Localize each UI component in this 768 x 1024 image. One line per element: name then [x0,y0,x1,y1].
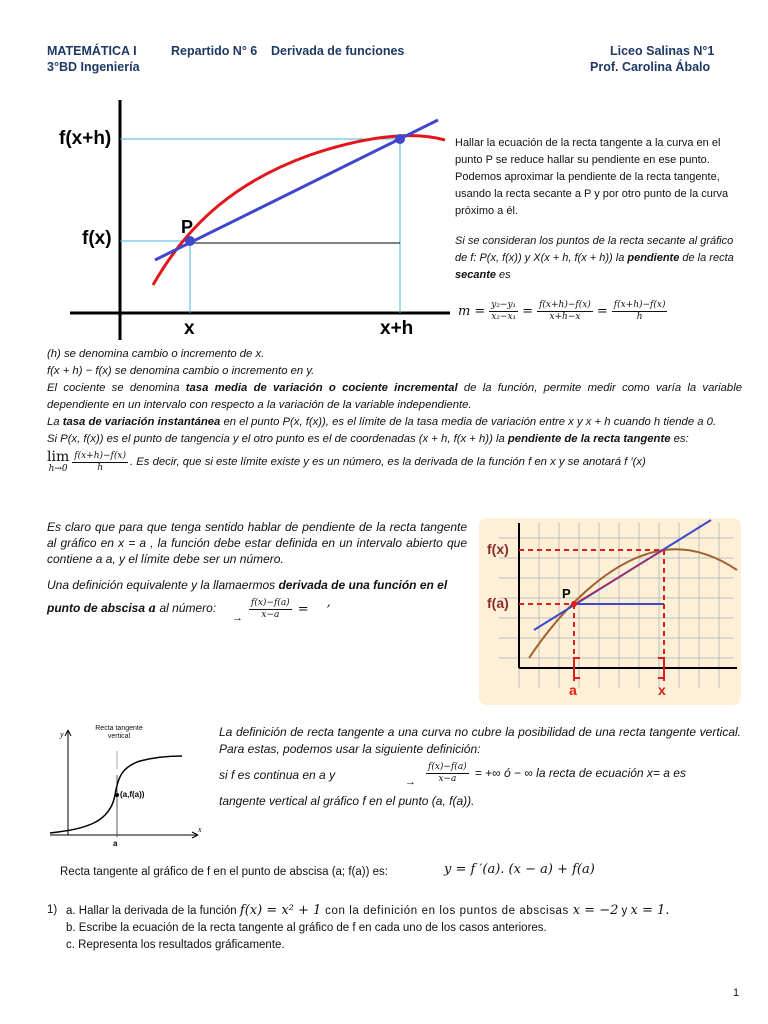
graph3-label-a: a [113,839,118,848]
graph3-callout [95,725,143,757]
graph3-label-x: x [198,825,202,834]
def-pend-bold: pendiente de la recta tangente [507,433,671,445]
exercise-a-y: y [618,905,631,917]
frac3-den: h [636,312,643,322]
sec2-num: f(x)−f(a) [251,597,290,608]
graph2-label-p: P [562,586,571,601]
lim-den: h [97,462,103,473]
course-title: MATEMÁTICA I [47,44,137,58]
sec3-frac [426,762,469,785]
limit-frac [72,451,128,474]
def-inst-text: La [47,416,63,428]
frac1-den: x₂−x₁ [491,312,517,322]
label-fx: f(x) [82,228,112,249]
page-number: 1 [733,987,740,999]
def-inst-bold: tasa de variación instantánea [62,416,221,428]
def-fxh: f(x + h) − f(x) se denomina cambio o incremento en y. [47,365,315,377]
label-fxh: f(x+h) [59,128,112,149]
sec3-formula [405,758,686,788]
sec3-paragraph: La definición de recta tangente a una curva no cubre la posibilidad de una recta tangente vertical. Para estas, podemos usar la siguiente definición: [219,725,741,756]
sec3-arrow: → [405,776,416,788]
sec3-num: f(x)−f(a) [428,761,467,772]
limit-line [47,450,742,474]
limit-operator [47,450,69,474]
slope-frac3 [612,300,668,323]
sec2-eq: = [297,601,309,617]
teacher-name: Prof. Carolina Ábalo [590,60,711,74]
graph3-label-y: y [60,730,64,739]
label-p: P [181,217,194,237]
def-inst-text2: en el punto P(x, f(x)), es el límite de la tasa media de variación entre x y x + h cuando h tiende a 0. [220,416,717,428]
sec3-if: si f es continua en a y [219,768,336,782]
sec2-bold: derivada de una función en el punto de abscisa [47,578,448,615]
sec2-comma: , [326,594,331,610]
exercise-a-function: f(x) = x² + 1 [239,903,322,918]
sheet-topic: Derivada de funciones [271,44,405,58]
sec2-paragraph: Es claro que para que tenga sentido hablar de pendiente de la recta tangente al gráfico en x = a , la función debe estar definida en un intervalo abierto que contiene a a, y el límite debe ser un número. [47,520,467,566]
exercise-a-x1: x = −2 [572,903,619,918]
intro-secant-text: Si se consideran los puntos de la recta secante al gráfico de f: P(x, f(x)) y X(x + h, f(x + h)) la [455,235,734,264]
lim-sub: h→0 [48,464,68,474]
graph3-label-point: (a,f(a)) [120,790,145,799]
slope-m: m [458,304,471,319]
exercise-c: c. Representa los resultados gráficamente. [66,939,285,951]
graph2-label-fa: f(a) [487,595,509,611]
graph3-point [115,793,119,797]
exercise-a-x2: x = 1. [630,903,670,918]
sec3-infinity: = +∞ ó − ∞ la recta de ecuación x= a es [474,765,686,780]
secant-graph [50,100,450,345]
graph2-label-x: x [658,682,666,698]
frac2-num: f(x+h)−f(x) [539,300,591,310]
def-tasa-bold: tasa media de variación o cociente incremental [185,382,458,394]
slope-frac2 [537,300,593,323]
sec2-frac [249,598,292,621]
intro-secant-paragraph [455,233,741,284]
slope-frac1 [489,300,518,323]
label-xh: x+h [380,318,414,339]
sec2-formula [232,594,331,624]
point-x [395,134,405,144]
vertical-tangent-graph [40,725,205,850]
def-tasa-text: El cociente se denomina [47,382,186,394]
school-name: Liceo Salinas N°1 [610,44,715,58]
exercise-a [66,902,746,920]
sec2-text: Una definición equivalente y la llamaermos [47,578,279,592]
intro-pendiente: pendiente [627,252,680,264]
frac1-num: y₂−y₁ [491,300,517,310]
definitions-block [47,346,742,474]
derivative-graph [479,518,741,705]
sec3-conclusion: tangente vertical al gráfico f en el punto (a, f(a)). [219,794,475,808]
slope-formula: m = $\frac{\text{y₂−y₁}}{\text{x₂−x₁}}$ = $\frac{f(x+h)-f(x)}{x+h-x}$ = $\frac{f(x+h)-f(x)}{h}$ [458,300,666,322]
def-h: (h) se denomina cambio o incremento de x. [47,348,265,360]
def-pend-text2: es: [670,433,689,445]
def-tasa-text2: de la función, permite medir como varía la variable dependiente en un intervalo con respecto a la variación de la variable independiente. [47,382,742,411]
sec3-den: x−a [438,773,457,784]
exercise-number: 1) [47,904,58,916]
def-tasa-instantanea [47,414,742,431]
exercise-a-text: a. Hallar la derivada de la función [66,905,240,917]
intro-secant-text2: de la recta [679,252,734,264]
intro-paragraph: Hallar la ecuación de la recta tangente a la curva en el punto P se reduce hallar su pendiente en ese punto. Podemos aproximar la pendiente de la recta tangente, usando la recta secante a P y por otro punto de la curva próximo a él. [455,137,729,217]
graph2-label-fx: f(x) [487,541,509,557]
sec2-arrow: → [232,612,243,624]
sec2-a: a [148,601,157,615]
sheet-number: Repartido N° 6 [171,44,258,58]
intro-es: es [495,269,511,281]
sec2-den: x−a [261,609,280,620]
exercise-a-text2: con la definición en los puntos de abscisas [321,905,573,917]
def-derivada-text: . Es decir, que si este límite existe y es un número, es la derivada de la función f en x y se anotará f ′(x) [129,455,646,468]
def-pend-text: Si P(x, f(x)) es el punto de tangencia y el otro punto es el de coordenadas (x + h, f(x + h)) la [47,433,508,445]
point-p [185,236,195,246]
course-group: 3°BD Ingeniería [47,60,140,74]
function-curve [153,136,445,285]
label-x: x [184,318,195,339]
sec2-text2: al número: [156,601,217,615]
exercise-b: b. Escribe la ecuación de la recta tangente al gráfico de f en cada uno de los casos anteriores. [66,922,547,934]
lim-num: f(x+h)−f(x) [74,450,126,461]
graph2-point-p [571,601,577,607]
intro-secante: secante [455,269,496,281]
tangent-eq: y = f ′(a). (x − a) + f(a) [444,862,595,877]
def-pendiente-tangente [47,431,742,448]
lim-text: lim [47,449,70,465]
tangent-eq-label: Recta tangente al gráfico de f en el punto de abscisa (a; f(a)) es: [60,866,388,878]
graph2-label-a: a [569,682,577,698]
frac3-num: f(x+h)−f(x) [613,300,666,310]
frac2-den: x+h−x [549,312,581,322]
graph3-label-tangent: Recta tangente vertical [95,725,143,740]
def-tasa-media [47,380,742,414]
